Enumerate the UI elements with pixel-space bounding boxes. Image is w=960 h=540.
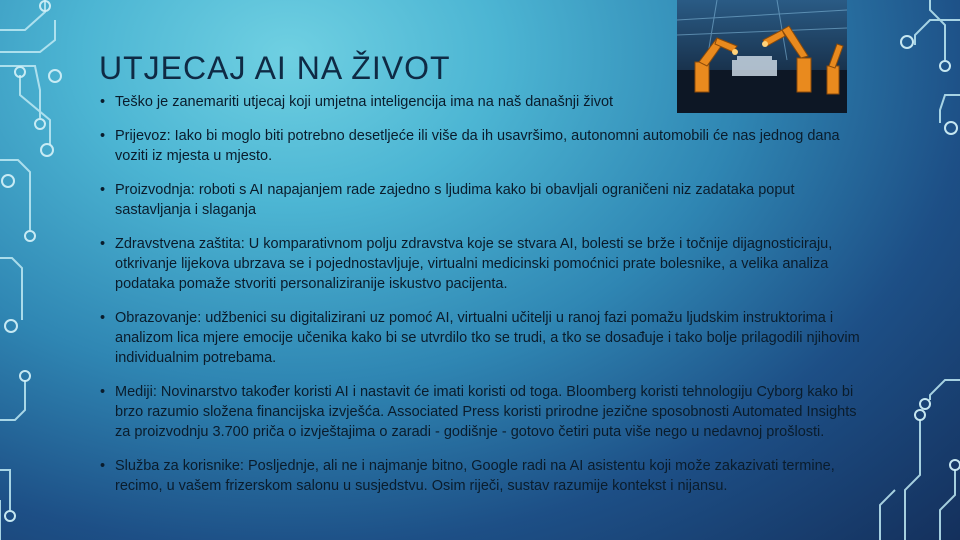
list-item [100,126,865,166]
bullet-text: Služba za korisnike: Posljednje, ali ne i najmanje bitno, Google radi na AI asistentu koji može zakazivati termine, recimo, u vašem frizerskom salonu u susjedstvu. Osim riječi, sustav razumije kontekst i nijansu. [115,458,835,494]
bullet-dot: • [100,236,106,252]
list-item [100,308,865,368]
bullet-text: Prijevoz: Iako bi moglo biti potrebno desetljeće ili više da ih usavršimo, autonomni automobili će nas jednog dana voziti iz mjesta u mjesto. [115,128,840,164]
list-item [100,456,865,496]
list-item [100,92,675,112]
bullet-dot: • [100,182,106,198]
bullet-text: Zdravstvena zaštita: U komparativnom polju zdravstva koje se stvara AI, bolesti se brže i točnije dijagnosticiraju, otkrivanje lijekova ubrzava se i pojednostavljuje, virtualni medicinski pomoćnici prate bolesnike, a velika analiza podataka pomaže stvoriti personaliziranije iskustvo pacijenta. [115,236,833,292]
bullet-text: Teško je zanemariti utjecaj koji umjetna inteligencija ima na naš današnji život [115,94,614,110]
bullet-dot: • [100,310,106,326]
list-item [100,180,865,220]
bullet-dot: • [100,128,106,144]
bullet-dot: • [100,458,106,474]
bullet-dot: • [100,384,106,400]
bullet-text: Mediji: Novinarstvo također koristi AI i nastavit će imati koristi od toga. Bloomberg koristi tehnologiju Cyborg kako bi brzo razumio složena financijska izvješća. Associated Press koristi prirodne jezične sposobnosti Automated Insights za proizvodnju 3.700 priča o izvještajima o zaradi - godišnje - gotovo četiri puta više nego u nedavnoj prošlosti. [115,384,857,440]
bullet-text: Proizvodnja: roboti s AI napajanjem rade zajedno s ljudima kako bi obavljali ograničeni niz zadataka poput sastavljanja i slaganja [115,182,795,218]
list-item [100,234,865,294]
bullet-text: Obrazovanje: udžbenici su digitalizirani uz pomoć AI, virtualni učitelji u ranoj fazi pomažu ljudskim instruktorima i analizom lica mjere emocije učenika kako bi se utvrdilo tko se trudi, a tko se dosađuje i tako bolje prilagodili njihovim individualnim potrebama. [115,310,860,366]
bullet-dot: • [100,94,106,110]
slide-title: UTJECAJ AI NA ŽIVOT [99,50,451,86]
bullet-list [100,92,865,510]
list-item [100,382,865,442]
